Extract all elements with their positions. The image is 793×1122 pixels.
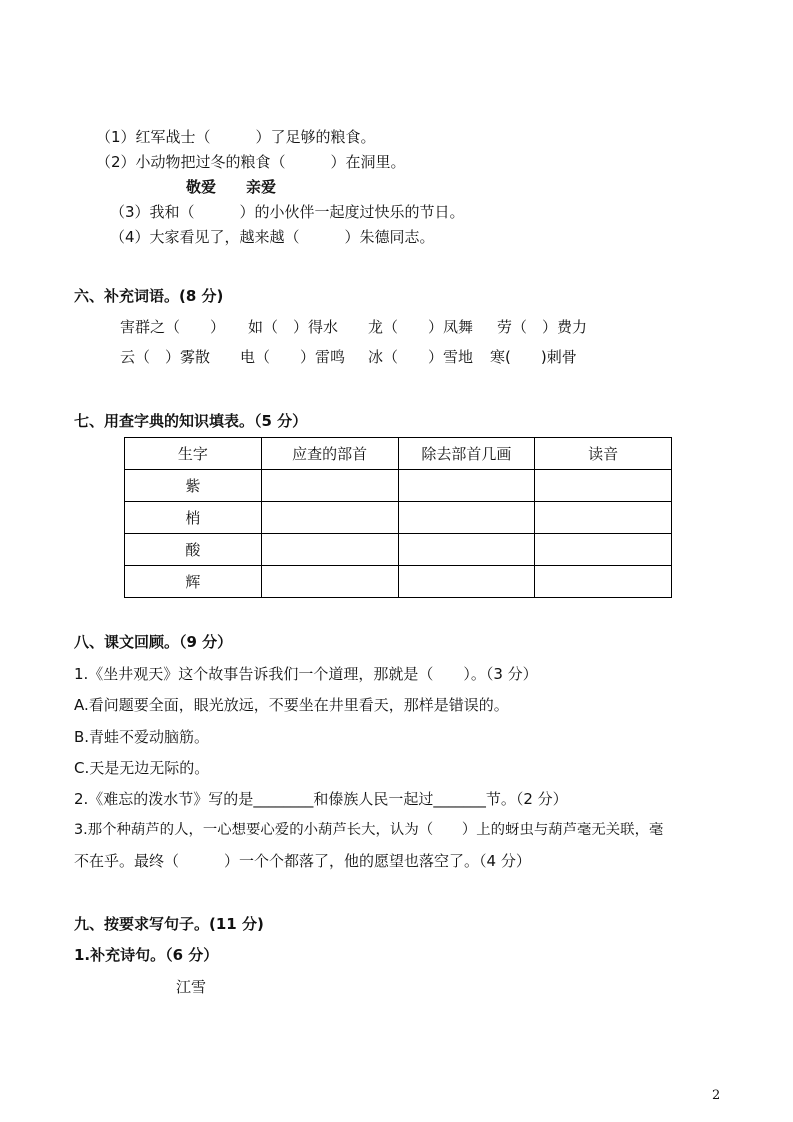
option-a: A.看问题要全面，眼光放远，不要坐在井里看天，那样是错误的。: [74, 696, 509, 714]
review-question-1: 1.《坐井观天》这个故事告诉我们一个道理，那就是（ ）。（3 分）: [74, 665, 538, 683]
answer-cell[interactable]: [535, 534, 672, 566]
answer-cell[interactable]: [535, 566, 672, 598]
char-cell: 紫: [125, 470, 262, 502]
page-number: 2: [712, 1088, 721, 1103]
section-9-title: 九、按要求写句子。(11 分): [74, 915, 264, 933]
question-line-2: （2）小动物把过冬的粮食（ ）在洞里。: [96, 153, 406, 171]
idiom-item: 害群之（ ）: [120, 318, 226, 336]
idiom-item: 云（ ）雾散: [120, 348, 211, 366]
table-header-cell: 生字: [125, 438, 262, 470]
answer-cell[interactable]: [398, 566, 535, 598]
answer-cell[interactable]: [535, 470, 672, 502]
answer-cell[interactable]: [398, 470, 535, 502]
poem-title: 江雪: [176, 978, 207, 996]
option-b: B.青蛙不爱动脑筋。: [74, 728, 210, 746]
table-header-cell: 应查的部首: [261, 438, 398, 470]
review-question-2: 2.《难忘的泼水节》写的是________和傣族人民一起过_______节。（2 分）: [74, 790, 568, 808]
option-c: C.天是无边无际的。: [74, 759, 210, 777]
table-header-row: [125, 438, 672, 470]
table-row: [125, 534, 672, 566]
section-8-title: 八、课文回顾。（9 分）: [74, 633, 233, 651]
char-cell: 梢: [125, 502, 262, 534]
answer-cell[interactable]: [261, 534, 398, 566]
answer-cell[interactable]: [535, 502, 672, 534]
review-question-3-line-1: 3.那个种葫芦的人，一心想要心爱的小葫芦长大，认为（ ）上的蚜虫与葫芦毫无关联，毫: [74, 822, 664, 838]
idiom-item: 寒( )刺骨: [490, 348, 577, 366]
question-line-4: （4）大家看见了，越来越（ ）朱德同志。: [110, 228, 435, 246]
idiom-item: 如（ ）得水: [248, 318, 339, 336]
idiom-item: 冰（ ）雪地: [368, 348, 474, 366]
answer-cell[interactable]: [261, 470, 398, 502]
idiom-item: 劳（ ）费力: [497, 318, 588, 336]
question-line-3: （3）我和（ ）的小伙伴一起度过快乐的节日。: [110, 203, 465, 221]
table-row: [125, 502, 672, 534]
idiom-item: 电（ ）雷鸣: [240, 348, 346, 366]
table-row: [125, 470, 672, 502]
review-question-3-line-2: 不在乎。最终（ ）一个个都落了，他的愿望也落空了。（4 分）: [74, 852, 531, 870]
answer-cell[interactable]: [398, 502, 535, 534]
subquestion-title: 1.补充诗句。（6 分）: [74, 946, 219, 964]
question-line-1: （1）红军战士（ ）了足够的粮食。: [96, 128, 376, 146]
section-7-title: 七、用查字典的知识填表。（5 分）: [74, 412, 308, 430]
idiom-item: 龙（ ）凤舞: [368, 318, 474, 336]
answer-cell[interactable]: [261, 566, 398, 598]
char-cell: 辉: [125, 566, 262, 598]
table-row: [125, 566, 672, 598]
word-choices: 敬爱 亲爱: [186, 178, 277, 196]
section-6-title: 六、补充词语。(8 分): [74, 287, 224, 305]
table-header-cell: 读音: [535, 438, 672, 470]
answer-cell[interactable]: [261, 502, 398, 534]
table-header-cell: 除去部首几画: [398, 438, 535, 470]
answer-cell[interactable]: [398, 534, 535, 566]
dictionary-table: [124, 437, 672, 598]
char-cell: 酸: [125, 534, 262, 566]
